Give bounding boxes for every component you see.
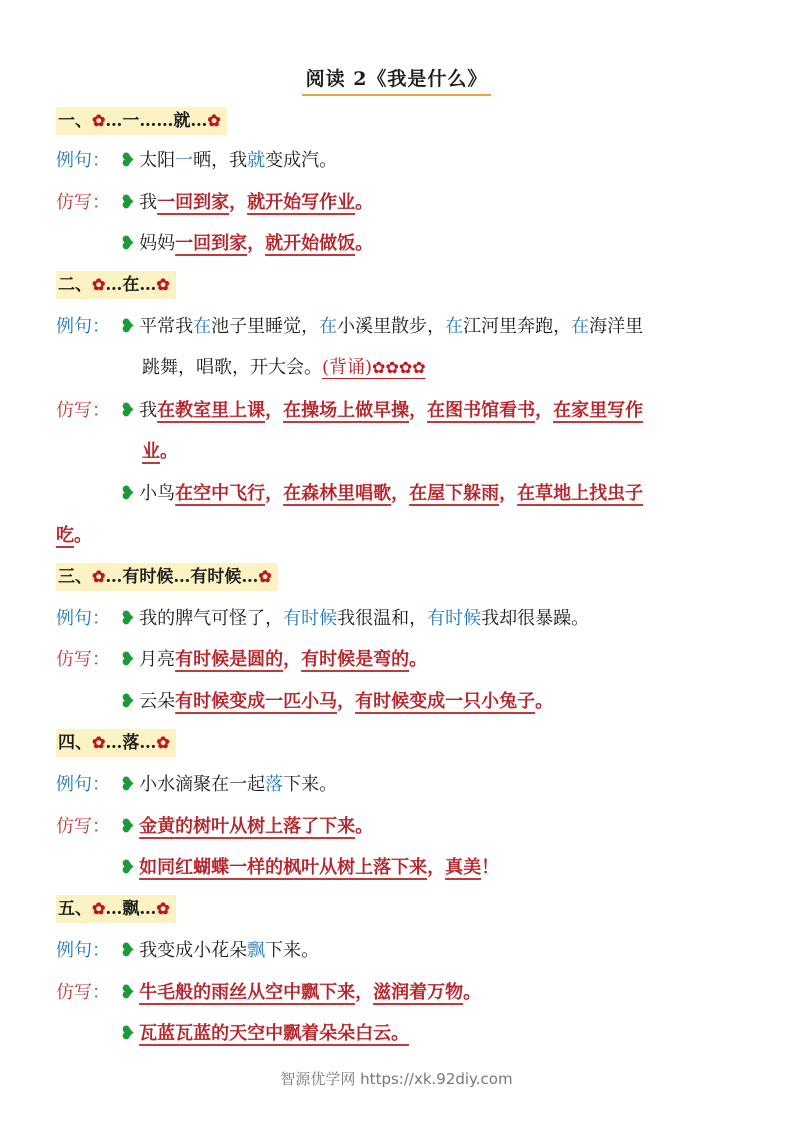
flower-icon: ✿ [258,567,272,586]
document-page: 阅读 2《我是什么》 一、✿…一……就…✿ 例句： ❥ 太阳一晒，我就变成汽。 仿写： ❥ 我一回到家，就开始写作业。 ❥ 妈妈一回到家，就开始做饭。 二、✿…在…✿ 例句： ❥ 平常我在池子里睡觉，在小溪里散步，在江河里奔跑，在海洋里 跳舞，唱歌，开大会。(背诵)✿✿✿✿ 仿写： ❥ 我在教室里上课，在操场上做早操，在图书馆看书，在家里写作 业。 ❥ 小鸟在空中飞行，在森林里唱歌，在屋下躲雨，在草地上找虫子 吃。 三、✿…有时候…有时候…✿ 例句： ❥ 我的脾气可怪了，有时候我很温和，有时候我却很暴躁。 仿写： ❥ 月亮有时候是圆的，有时候是弯的。 ❥ 云朵有时候变成一匹小马，有时候变成一只小兔子。 四、✿…落…✿ 例句： ❥ 小水滴聚在一起落下来。 仿写： ❥ 金黄的树叶从树上落了下来。 ❥ 如同红蝴蝶一样的枫叶从树上落下来，真美！ 五、✿…飘…✿ 例句： ❥ 我变成小花朵飘下来。 仿写： ❥ 牛毛般的雨丝从空中飘下来，滋润着万物。 ❥ 瓦蓝瓦蓝的天空中飘着朵朵白云。 智源优学网 https://xk.92diy.com [0,0,793,1122]
leaf-icon: ❥ [120,608,136,629]
flower-icon: ✿ [92,899,106,918]
leaf-icon: ❥ [120,150,136,171]
flower-icon: ✿ [207,111,221,130]
section-1-heading: 一、✿…一……就…✿ [56,107,227,135]
section-4-heading: 四、✿…落…✿ [56,729,176,757]
section-2-heading: 二、✿…在…✿ [56,271,176,299]
leaf-icon: ❥ [120,400,136,421]
flower-icon: ✿ [92,111,106,130]
flower-icon: ✿ [92,733,106,752]
leaf-icon: ❥ [120,1023,136,1044]
flower-icon: ✿ [412,358,426,377]
flower-icon: ✿ [385,358,399,377]
leaf-icon: ❥ [120,857,136,878]
section-5-heading: 五、✿…飘…✿ [56,895,176,923]
flower-icon: ✿ [156,275,170,294]
section-3-heading: 三、✿…有时候…有时候…✿ [56,563,278,591]
flower-icon: ✿ [92,275,106,294]
leaf-icon: ❥ [120,192,136,213]
leaf-icon: ❥ [120,774,136,795]
leaf-icon: ❥ [120,691,136,712]
leaf-icon: ❥ [120,316,136,337]
leaf-icon: ❥ [120,982,136,1003]
leaf-icon: ❥ [120,483,136,504]
flower-icon: ✿ [372,358,386,377]
leaf-icon: ❥ [120,649,136,670]
page-title: 阅读 2《我是什么》 [0,64,793,96]
footer-watermark: 智源优学网 https://xk.92diy.com [280,1070,513,1088]
recite-note: (背诵)✿✿✿✿ [322,357,426,378]
leaf-icon: ❥ [120,233,136,254]
flower-icon: ✿ [398,358,413,377]
flower-icon: ✿ [156,733,170,752]
flower-icon: ✿ [156,899,170,918]
leaf-icon: ❥ [120,940,136,961]
leaf-icon: ❥ [120,816,136,837]
flower-icon: ✿ [92,567,106,586]
